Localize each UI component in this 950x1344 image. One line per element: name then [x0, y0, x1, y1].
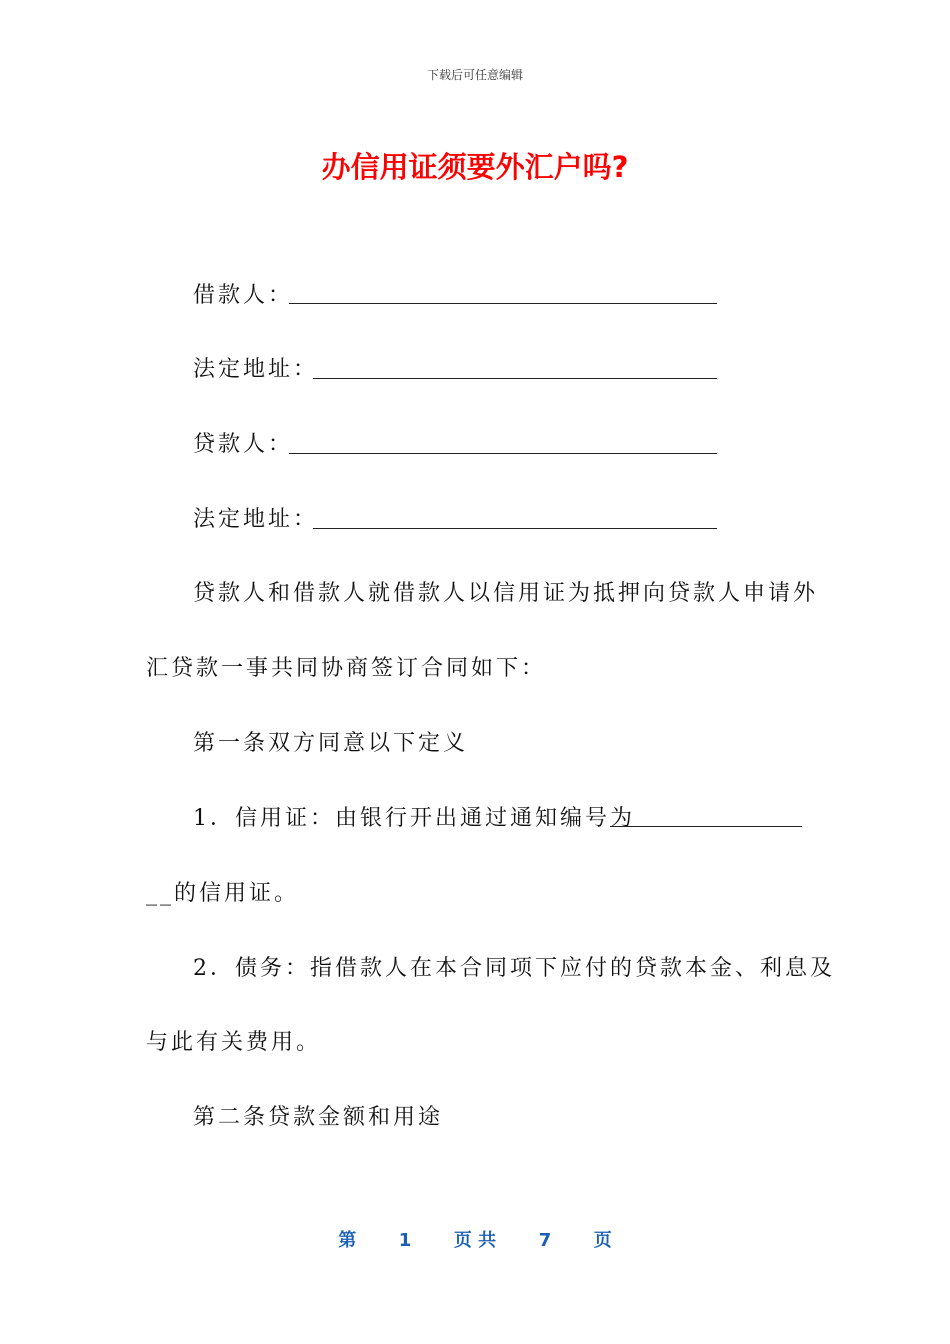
lc-number-blank-line: [610, 826, 802, 827]
borrower-blank-line: [289, 303, 717, 304]
intro-line-2: 汇贷款一事共同协商签订合同如下：: [146, 656, 547, 681]
article-2-heading: 第二条贷款金额和用途: [193, 1105, 444, 1130]
lender-address-label: 法定地址：: [193, 507, 319, 532]
lender-address-field: [193, 505, 318, 535]
borrower-address-blank-line: [313, 378, 717, 379]
lender-blank-line: [289, 453, 717, 454]
borrower-label: 借款人：: [193, 283, 294, 308]
footer-page-of: 页 共: [453, 1230, 497, 1251]
page-footer: [0, 1226, 950, 1252]
borrower-address-label: 法定地址：: [193, 357, 319, 382]
footer-page-suffix: 页: [593, 1230, 612, 1251]
footer-page-word: 第: [338, 1230, 357, 1251]
article-1-heading: 第一条双方同意以下定义: [193, 731, 469, 756]
header-note: 下载后可任意编辑: [426, 68, 523, 82]
lender-address-blank-line: [313, 528, 717, 529]
intro-line-1: 贷款人和借款人就借款人以信用证为抵押向贷款人申请外: [193, 581, 819, 606]
borrower-field: [193, 281, 293, 311]
footer-total-pages: 7: [538, 1230, 552, 1251]
definition-1-line-1: 1．信用证：由银行开出通过通知编号为: [193, 806, 635, 831]
definition-2-line-2: 与此有关费用。: [146, 1030, 322, 1055]
definition-2-line-1: 2．债务：指借款人在本合同项下应付的贷款本金、利息及: [193, 956, 835, 981]
definition-1-line-2: [146, 879, 299, 909]
borrower-address-field: [193, 355, 318, 385]
lender-label: 贷款人：: [193, 432, 294, 457]
definition-1-line-2-text: 的信用证。: [174, 881, 300, 906]
lender-field: [193, 430, 293, 460]
lc-number-blank-tail: __: [146, 881, 174, 906]
footer-page-number: 1: [398, 1230, 412, 1251]
document-title: 办信用证须要外汇户吗?: [321, 150, 629, 184]
